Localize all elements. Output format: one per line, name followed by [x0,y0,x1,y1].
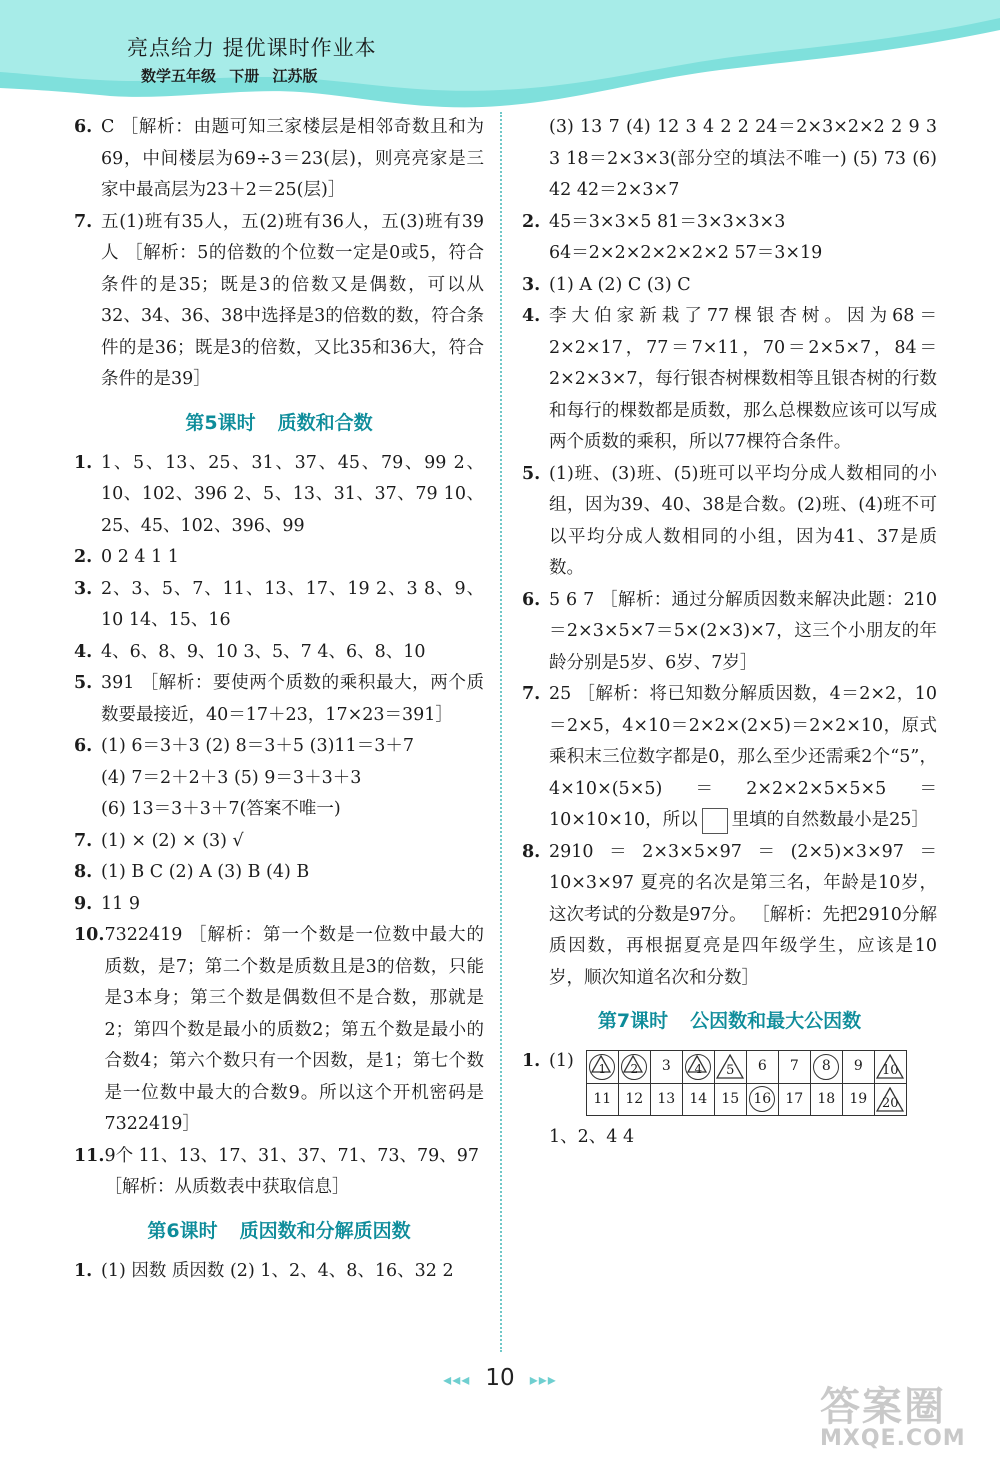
item-number: 3. [522,274,541,295]
item-number: 11. [74,1145,105,1166]
circled-number: 16 [749,1086,775,1112]
watermark-url: MXQE.COM [820,1426,966,1451]
grid-cell: 18 [810,1083,842,1116]
item-text: 0 2 4 1 1 [101,547,179,567]
item-number: 6. [74,736,93,756]
item-text: (1) × (2) × (3) √ [101,830,244,851]
item-text-part: 25 ［解析：将已知数分解质因数，4＝2×2，10＝2×5，4×10＝2×2×(2×5)＝2×2×10，原式乘积末三位数字都是0，那么至少还需乘2个“5”，4×10×(5×5)＝2×2×2×5×5×5＝10×10×10，所以 [549,684,937,830]
answer-item [74,1256,484,1288]
item-number: 1. [522,1051,541,1071]
item-number: 5. [522,463,541,484]
answer-item [522,270,937,302]
grid-cell: 3 [650,1051,682,1084]
answer-item [522,459,937,585]
item-sublabel: (1) [549,1051,574,1071]
item-text: 李大伯家新栽了77棵银杏树。因为68＝2×2×17，77＝7×11，70＝2×5×7，84＝2×2×3×7，每行银杏树棵数相等且银杏树的行数和每行的棵数都是质数，那么总棵数应该可以写成两个质数的乘积，所以77棵符合条件。 [549,306,937,452]
grid-cell [874,1051,906,1084]
answer-item [522,301,937,459]
triangled-number: 20 [876,1087,904,1112]
item-line: 45＝3×3×5 81＝3×3×3×3 [549,211,786,232]
item-text: 4、6、8、9、10 3、5、7 4、6、8、10 [101,641,426,662]
grid-cell: 7 [778,1051,810,1084]
grid-cell: 17 [778,1083,810,1116]
item-number: 1. [74,1260,93,1281]
section-title-lesson-7 [522,1004,937,1038]
answer-item [74,857,484,889]
circled-triangled-number: 1 [589,1054,615,1080]
answer-item [74,207,484,396]
answer-item [74,920,484,1141]
item-number: 2. [522,211,541,232]
section-name: 质因数和分解质因数 [239,1219,411,1242]
section-number: 第6课时 [147,1219,218,1242]
item-number: 4. [522,306,541,326]
item-line: (1) 6＝3＋3 (2) 8＝3＋5 (3)11＝3＋7 [101,736,414,756]
item-number: 2. [74,547,93,567]
grid-row [586,1083,906,1116]
item-text-part: 里填的自然数最小是25］ [731,810,929,830]
left-column [74,112,484,1287]
section-name: 公因数和最大公因数 [690,1010,862,1032]
item-text: 1、2、4 4 [549,1127,635,1147]
item-text [549,679,937,837]
grid-cell: 13 [650,1083,682,1116]
item-number: 4. [74,641,93,662]
answer-item [522,585,937,680]
answer-item [522,837,937,995]
answer-item [522,1046,937,1116]
right-column [522,112,937,1154]
item-text: 1、5、13、25、31、37、45、79、99 2、10、102、396 2、5、13、31、37、79 10、25、45、102、396、99 [101,452,484,536]
grid-cell: 14 [682,1083,714,1116]
circled-triangled-number: 4 [685,1054,711,1080]
answer-item [74,826,484,858]
item-number: 8. [522,841,541,862]
item-text: (3) 13 7 (4) 12 3 4 2 2 24＝2×3×2×2 2 9 3 3 18＝2×3×3(部分空的填法不唯一) (5) 73 (6) 42 42＝2×3×7 [549,117,937,200]
grid-cell [810,1051,842,1084]
answer-item [74,112,484,207]
grid-cell [682,1051,714,1084]
grid-cell: 6 [746,1051,778,1084]
answer-item [74,889,484,921]
item-number: 1. [74,452,93,473]
circled-number: 8 [813,1054,839,1080]
item-text: (1)班、(3)班、(5)班可以平均分成人数相同的小组，因为39、40、38是合数。(2)班、(4)班不可以平均分成人数相同的小组，因为41、37是质数。 [549,463,937,578]
item-line: 64＝2×2×2×2×2×2 57＝3×19 [549,243,823,263]
page-number: 10 [485,1365,515,1391]
book-title: 亮点给力 提优课时作业本 [127,36,377,60]
item-text: 11 9 [101,893,140,914]
item-line: (4) 7＝2＋2＋3 (5) 9＝3＋3＋3 [101,767,362,788]
watermark-text: 答案圈 [820,1384,946,1430]
triangled-number: 10 [876,1054,904,1079]
item-text: C ［解析：由题可知三家楼层是相邻奇数且和为69，中间楼层为69÷3＝23(层)，则亮亮家是三家中最高层为23＋2＝25(层)］ [101,117,484,200]
grid-cell [714,1051,746,1084]
blank-box [702,808,728,834]
item-text [101,731,484,826]
item-line: 9个 11、13、17、31、37、71、73、79、97 [104,1145,480,1166]
answer-item [522,207,937,270]
triangled-number: 5 [716,1054,744,1079]
section-title-lesson-5 [74,406,484,440]
item-number: 8. [74,862,93,882]
section-number: 第5课时 [185,411,256,434]
item-number: 3. [74,578,93,599]
watermark [820,1375,966,1451]
grid-cell [586,1051,618,1084]
section-title-lesson-6 [74,1214,484,1248]
item-text: (1) 因数 质因数 (2) 1、2、4、8、16、32 2 [101,1260,454,1281]
item-number: 10. [74,925,105,945]
grid-cell [618,1051,650,1084]
item-number: 6. [74,117,93,137]
item-text: 2910＝2×3×5×97＝(2×5)×3×97＝10×3×97 夏亮的名次是第三名，年龄是10岁，这次考试的分数是97分。 ［解析：先把2910分解质因数，再根据夏亮是四年级学生，应该是10岁，顺次知道名次和分数］ [549,841,937,988]
item-number: 6. [522,589,541,610]
answer-item [74,574,484,637]
book-subtitle: 数学五年级 下册 江苏版 [141,67,318,85]
answer-continuation [522,1122,937,1154]
book-header [127,32,377,86]
answer-item [74,668,484,731]
item-number: 9. [74,893,93,914]
answer-item [74,637,484,669]
item-number: 5. [74,673,93,693]
item-text: 391 ［解析：要使两个质数的乘积最大，两个质数要最接近，40＝17＋23，17×23＝391］ [101,673,484,725]
left-arrows-icon: ◂◂◂ [443,1370,471,1389]
item-text [104,1141,484,1204]
item-number: 7. [74,830,93,851]
grid-cell [746,1083,778,1116]
item-text: (1) A (2) C (3) C [549,274,691,295]
grid-cell [874,1083,906,1116]
grid-cell: 11 [586,1083,618,1116]
circled-triangled-number: 2 [621,1054,647,1080]
item-text: (1) B C (2) A (3) B (4) B [101,862,310,882]
item-text: 五(1)班有35人，五(2)班有36人，五(3)班有39人 ［解析：5的倍数的个位数一定是0或5，符合条件的是35；既是3的倍数又是偶数，可以从32、34、36、38中选择是3的倍数的数，符合条件的是36；既是3的倍数，又比35和36大，符合条件的是39］ [101,211,484,389]
answer-item [74,731,484,826]
answer-item [74,1141,484,1204]
answer-item [522,679,937,837]
number-grid [586,1050,907,1116]
section-name: 质数和合数 [277,411,373,434]
right-arrows-icon: ▸▸▸ [529,1370,557,1389]
column-divider [500,112,502,1352]
item-line: (6) 13＝3＋3＋7(答案不唯一) [101,799,341,819]
section-number: 第7课时 [597,1010,669,1032]
answer-item [74,448,484,543]
item-text: 5 6 7 ［解析：通过分解质因数来解决此题：210＝2×3×5×7＝5×(2×3)×7，这三个小朋友的年龄分别是5岁、6岁、7岁］ [549,589,937,673]
grid-row [586,1051,906,1084]
grid-cell: 9 [842,1051,874,1084]
item-text [549,207,937,270]
item-text: 7322419 ［解析：第一个数是一位数中最大的质数，是7；第二个数是质数且是3的倍数，只能是3本身；第三个数是偶数但不是合数，那就是2；第四个数是最小的质数2；第五个数是最小的合数4；第六个数只有一个因数，是1；第七个数是一位数中最大的合数9。所以这个开机密码是7322419］ [104,925,484,1134]
grid-cell: 12 [618,1083,650,1116]
item-note: ［解析：从质数表中获取信息］ [104,1177,350,1197]
answer-continuation [522,112,937,207]
grid-cell: 19 [842,1083,874,1116]
grid-cell: 15 [714,1083,746,1116]
item-number: 7. [522,684,541,704]
item-text: 2、3、5、7、11、13、17、19 2、3 8、9、10 14、15、16 [101,578,484,630]
item-number: 7. [74,211,93,232]
answer-item [74,542,484,574]
